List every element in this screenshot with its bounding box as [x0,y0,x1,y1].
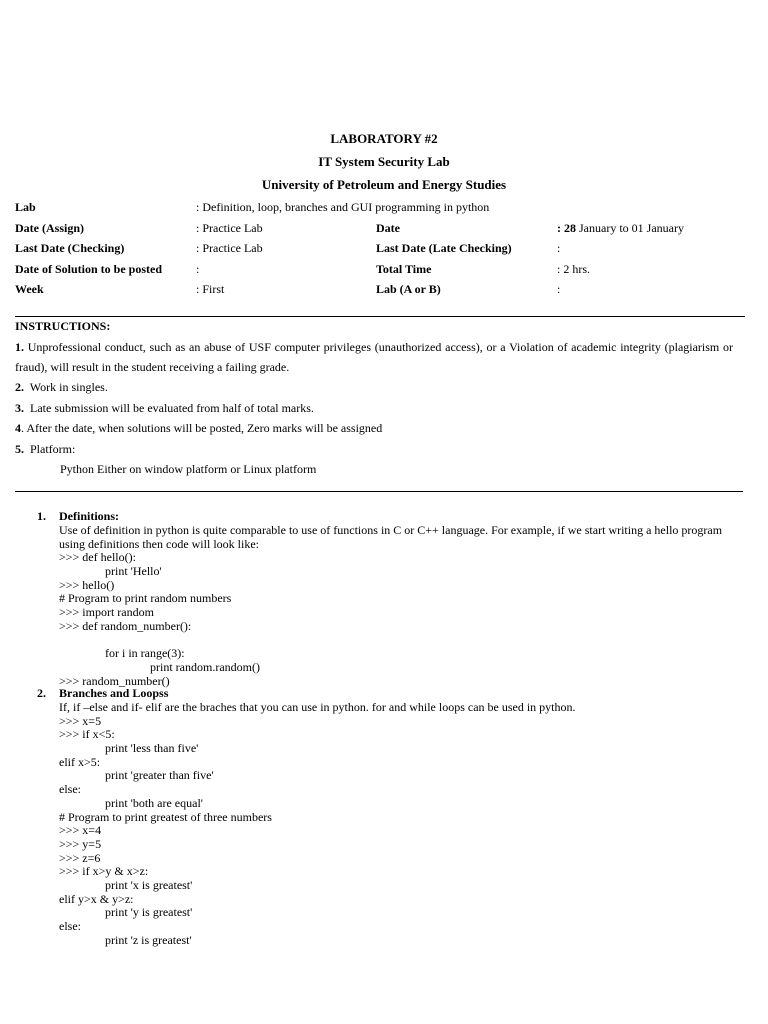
info-row-lab [0,198,768,216]
info-value-2 [557,219,684,237]
code-line: print 'z is greatest' [105,932,192,947]
info-label: Last Date (Checking) [15,241,125,255]
code-line: else: [59,782,81,797]
code-line: >>> z=6 [59,850,101,865]
code-line: print random.random() [150,659,260,674]
code-line: >>> hello() [59,577,115,592]
divider [15,491,743,492]
info-row-week [0,280,768,298]
instruction-text: Work in singles. [29,380,108,394]
instruction-number: 1. [15,340,24,354]
date-range-text: January to 01 January [576,221,684,235]
info-value-2: : [557,282,561,296]
instruction-item [15,418,382,438]
date-start-number: : 28 [557,221,576,235]
code-line: >>> x=5 [59,713,102,728]
code-line: print 'Hello' [105,564,162,579]
instruction-number: 3. [15,401,24,415]
code-line: >>> def random_number(): [59,618,192,633]
instruction-item [15,377,108,397]
instruction-text: . After the date, when solutions will be posted, Zero marks will be assigned [21,421,383,435]
course-title: IT System Security Lab [318,154,450,169]
instruction-item [15,337,733,377]
code-line: >>> x=4 [59,823,102,838]
instruction-text: Platform: [30,442,76,456]
section-number: 2. [37,686,46,700]
section-intro: Use of definition in python is quite comparable to use of functions in C or C++ language. For example, if we start writing a hello program using definitions then code will look like: [59,523,723,551]
section-intro: If, if –else and if- elif are the braches that you can use in python. for and while loops can be used in python. [59,700,576,714]
info-label-2: Lab (A or B) [376,282,441,296]
instruction-item [15,439,75,459]
code-line: else: [59,919,81,934]
lab-info-table [0,198,768,300]
info-label: Lab [15,200,36,214]
divider [15,316,745,317]
code-line: # Program to print greatest of three numbers [59,809,272,824]
lab-number-title: LABORATORY #2 [330,131,438,146]
instruction-text: Unprofessional conduct, such as an abuse of USF computer privileges (unauthorized access), or a Violation of academic integrity (plagiarism or fraud), will result in the student receiving a failing grade. [15,340,734,374]
code-line: for i in range(3): [105,646,185,661]
info-value: : Practice Lab [196,221,263,235]
code-line: print 'less than five' [105,741,199,756]
info-label-2: Last Date (Late Checking) [376,241,512,255]
section-title: Definitions: [59,509,119,523]
code-line [59,634,724,648]
code-line: >>> if x<5: [59,727,115,742]
info-row-solution-date [0,260,768,278]
instruction-text: Late submission will be evaluated from half of total marks. [30,401,314,415]
info-row-date-assign [0,219,768,237]
info-label: Week [15,282,44,296]
instructions-title: INSTRUCTIONS: [15,319,111,333]
info-value: : [196,262,200,276]
instruction-item [15,398,314,418]
code-line: print 'both are equal' [105,795,203,810]
instruction-number: 5. [15,442,24,456]
info-row-last-date [0,239,768,257]
info-value: : Definition, loop, branches and GUI programming in python [196,200,490,214]
code-line: >>> y=5 [59,836,102,851]
code-line: >>> import random [59,605,154,620]
info-value-2: : [557,241,561,255]
info-label: Date of Solution to be posted [15,262,163,276]
info-label: Date (Assign) [15,221,84,235]
info-value: : First [196,282,225,296]
section-number: 1. [37,509,46,523]
code-line: >>> if x>y & x>z: [59,864,149,879]
code-line: elif x>5: [59,754,101,769]
info-label-2: Total Time [376,262,432,276]
instruction-number: 2. [15,380,24,394]
info-value-2: : 2 hrs. [557,262,590,276]
section-body [59,524,724,688]
section-title: Branches and Loopss [59,686,169,700]
code-line: print 'x is greatest' [105,877,193,892]
instruction-number: 4 [15,421,21,435]
code-line: print 'greater than five' [105,768,214,783]
code-line: >>> random_number() [59,673,170,688]
code-line: >>> def hello(): [59,550,136,565]
info-value: : Practice Lab [196,241,263,255]
platform-note: Python Either on window platform or Linux platform [60,462,317,476]
info-label-2: Date [376,221,400,235]
code-line: elif y>x & y>z: [59,891,134,906]
code-line: # Program to print random numbers [59,591,232,606]
section-body [59,701,724,947]
university-title: University of Petroleum and Energy Studies [261,177,507,192]
code-line: print 'y is greatest' [105,905,193,920]
